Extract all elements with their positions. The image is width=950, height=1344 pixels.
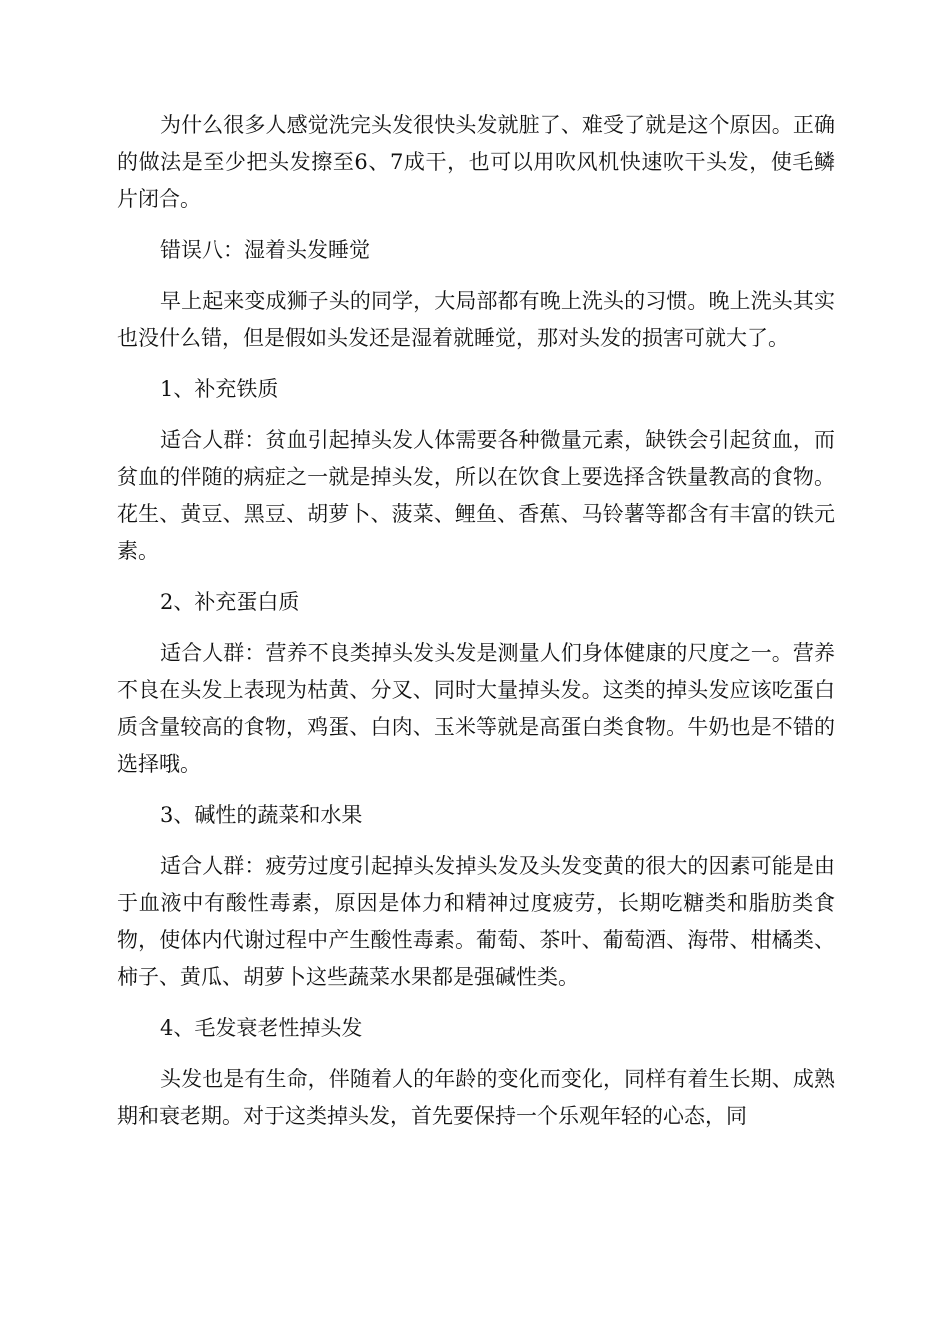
heading-iron: 1、补充铁质 (160, 377, 279, 401)
paragraph-wet-hair-sleep: 早上起来变成狮子头的同学，大局部都有晚上洗头的习惯。晚上洗头其实也没什么错，但是假如头发还是湿着就睡觉，那对头发的损害可就大了。 (117, 289, 835, 350)
heading-protein: 2、补充蛋白质 (160, 590, 300, 614)
paragraph-alkaline-food: 适合人群：疲劳过度引起掉头发掉头发及头发变黄的很大的因素可能是由于血液中有酸性毒素，原因是体力和精神过度疲劳，长期吃糖类和脂肪类食物，使体内代谢过程中产生酸性毒素。葡萄、茶叶、葡萄酒、海带、柑橘类、柿子、黄瓜、胡萝卜这些蔬菜水果都是强碱性类。 (117, 854, 835, 989)
paragraph-protein: 适合人群：营养不良类掉头发头发是测量人们身体健康的尺度之一。营养不良在头发上表现为枯黄、分叉、同时大量掉头发。这类的掉头发应该吃蛋白质含量较高的食物，鸡蛋、白肉、玉米等就是高蛋白类食物。牛奶也是不错的选择哦。 (117, 641, 835, 776)
heading-aging-hair-loss: 4、毛发衰老性掉头发 (160, 1016, 363, 1040)
paragraph-hair-drying: 为什么很多人感觉洗完头发很快头发就脏了、难受了就是这个原因。正确的做法是至少把头发擦至6、7成干，也可以用吹风机快速吹干头发，使毛鳞片闭合。 (117, 113, 835, 211)
heading-alkaline-food: 3、碱性的蔬菜和水果 (160, 803, 363, 827)
paragraph-aging-hair-loss: 头发也是有生命，伴随着人的年龄的变化而变化，同样有着生长期、成熟期和衰老期。对于这类掉头发，首先要保持一个乐观年轻的心态，同 (117, 1067, 835, 1128)
paragraph-iron: 适合人群：贫血引起掉头发人体需要各种微量元素，缺铁会引起贫血，而贫血的伴随的病症之一就是掉头发，所以在饮食上要选择含铁量教高的食物。花生、黄豆、黑豆、胡萝卜、菠菜、鲤鱼、香蕉、马铃薯等都含有丰富的铁元素。 (117, 428, 835, 563)
document-body (117, 107, 835, 1149)
heading-mistake-eight: 错误八：湿着头发睡觉 (160, 238, 370, 262)
